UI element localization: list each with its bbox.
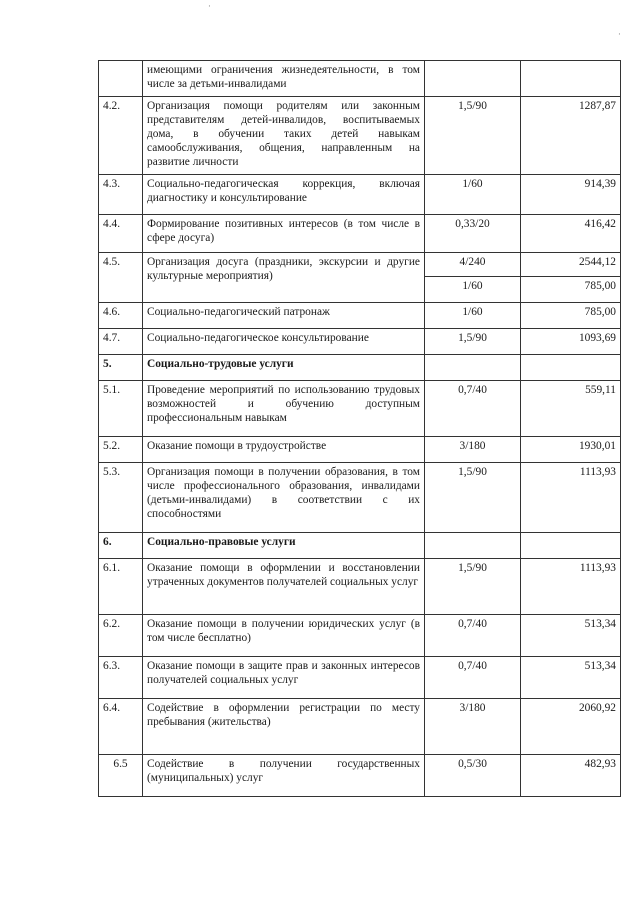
row-number: 6.3. bbox=[99, 657, 143, 699]
row-number: 6.4. bbox=[99, 699, 143, 755]
section-number: 6. bbox=[99, 533, 143, 559]
row-number: 4.6. bbox=[99, 303, 143, 329]
service-price: 785,00 bbox=[521, 303, 621, 329]
service-volume bbox=[425, 61, 521, 97]
service-price bbox=[521, 61, 621, 97]
service-price: 2544,12 bbox=[521, 253, 621, 277]
section-title: Социально-правовые услуги bbox=[143, 533, 425, 559]
service-volume: 0,7/40 bbox=[425, 615, 521, 657]
row-number: 6.1. bbox=[99, 559, 143, 615]
row-number: 6.5 bbox=[99, 755, 143, 797]
service-name: Содействие в получении государственных (муниципальных) услуг bbox=[143, 755, 425, 797]
service-volume: 1/60 bbox=[425, 175, 521, 215]
service-name: Формирование позитивных интересов (в том числе в сфере досуга) bbox=[143, 215, 425, 253]
service-volume: 1,5/90 bbox=[425, 463, 521, 533]
scan-mark: · bbox=[208, 2, 211, 12]
table-row bbox=[99, 657, 621, 699]
service-name: Оказание помощи в получении юридических услуг (в том числе бесплатно) bbox=[143, 615, 425, 657]
row-number: 4.4. bbox=[99, 215, 143, 253]
service-volume: 0,33/20 bbox=[425, 215, 521, 253]
service-volume: 0,7/40 bbox=[425, 657, 521, 699]
service-name: Содействие в оформлении регистрации по месту пребывания (жительства) bbox=[143, 699, 425, 755]
service-price: 1113,93 bbox=[521, 463, 621, 533]
service-name: Социально-педагогическое консультирование bbox=[143, 329, 425, 355]
service-name: Организация помощи в получении образования, в том числе профессионального образования, инвалидами (детьми-инвалидами) в соответствии с их способностями bbox=[143, 463, 425, 533]
service-name: Социально-педагогическая коррекция, включая диагностику и консультирование bbox=[143, 175, 425, 215]
service-volume: 0,7/40 bbox=[425, 381, 521, 437]
service-price: 416,42 bbox=[521, 215, 621, 253]
row-number: 5.1. bbox=[99, 381, 143, 437]
service-volume: 3/180 bbox=[425, 437, 521, 463]
row-number: 4.2. bbox=[99, 97, 143, 175]
table-row bbox=[99, 437, 621, 463]
service-volume bbox=[425, 533, 521, 559]
service-name: Организация помощи родителям или законным представителям детей-инвалидов, воспитываемых дома, в обучении таких детей навыкам самообслуживания, общения, направленным на развитие личности bbox=[143, 97, 425, 175]
row-number: 4.7. bbox=[99, 329, 143, 355]
table-row bbox=[99, 215, 621, 253]
service-volume: 3/180 bbox=[425, 699, 521, 755]
service-price: 914,39 bbox=[521, 175, 621, 215]
section-row bbox=[99, 355, 621, 381]
row-number: 6.2. bbox=[99, 615, 143, 657]
service-price: 1113,93 bbox=[521, 559, 621, 615]
table-row bbox=[99, 329, 621, 355]
table-row bbox=[99, 615, 621, 657]
table-row bbox=[99, 61, 621, 97]
service-volume: 4/240 bbox=[425, 253, 521, 277]
section-number: 5. bbox=[99, 355, 143, 381]
service-price bbox=[521, 355, 621, 381]
service-price: 559,11 bbox=[521, 381, 621, 437]
service-name: Оказание помощи в защите прав и законных интересов получателей социальных услуг bbox=[143, 657, 425, 699]
table-row bbox=[99, 463, 621, 533]
service-volume bbox=[425, 355, 521, 381]
service-price: 513,34 bbox=[521, 615, 621, 657]
section-row bbox=[99, 533, 621, 559]
service-volume: 1,5/90 bbox=[425, 559, 521, 615]
service-price bbox=[521, 533, 621, 559]
service-name: Проведение мероприятий по использованию трудовых возможностей и обучению доступным профессиональным навыкам bbox=[143, 381, 425, 437]
service-volume: 1,5/90 bbox=[425, 329, 521, 355]
table-row bbox=[99, 559, 621, 615]
service-name: Оказание помощи в оформлении и восстановлении утраченных документов получателей социальных услуг bbox=[143, 559, 425, 615]
row-number: 5.3. bbox=[99, 463, 143, 533]
service-price: 1093,69 bbox=[521, 329, 621, 355]
row-number: 5.2. bbox=[99, 437, 143, 463]
table-row bbox=[99, 381, 621, 437]
row-number: 4.5. bbox=[99, 253, 143, 303]
row-number bbox=[99, 61, 143, 97]
table-row bbox=[99, 699, 621, 755]
service-name: Организация досуга (праздники, экскурсии и другие культурные мероприятия) bbox=[143, 253, 425, 303]
service-price: 482,93 bbox=[521, 755, 621, 797]
service-volume: 0,5/30 bbox=[425, 755, 521, 797]
service-volume: 1/60 bbox=[425, 303, 521, 329]
table-row bbox=[99, 303, 621, 329]
table-row bbox=[99, 253, 621, 277]
service-volume: 1/60 bbox=[425, 277, 521, 303]
table-row bbox=[99, 97, 621, 175]
table-row bbox=[99, 755, 621, 797]
service-name: Социально-педагогический патронаж bbox=[143, 303, 425, 329]
row-number: 4.3. bbox=[99, 175, 143, 215]
service-price: 2060,92 bbox=[521, 699, 621, 755]
service-price: 1287,87 bbox=[521, 97, 621, 175]
scan-mark: · bbox=[618, 30, 621, 40]
section-title: Социально-трудовые услуги bbox=[143, 355, 425, 381]
service-name: Оказание помощи в трудоустройстве bbox=[143, 437, 425, 463]
service-price: 513,34 bbox=[521, 657, 621, 699]
service-name: имеющими ограничения жизнедеятельности, в том числе за детьми-инвалидами bbox=[143, 61, 425, 97]
service-volume: 1,5/90 bbox=[425, 97, 521, 175]
service-price: 785,00 bbox=[521, 277, 621, 303]
table-row bbox=[99, 175, 621, 215]
service-price: 1930,01 bbox=[521, 437, 621, 463]
services-table bbox=[98, 60, 621, 797]
